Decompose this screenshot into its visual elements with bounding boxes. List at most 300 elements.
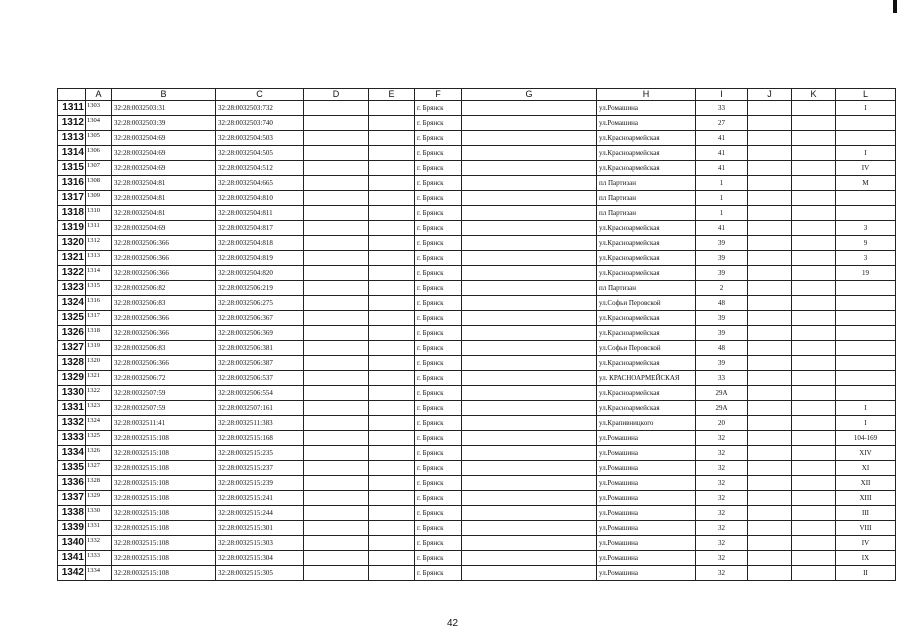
cell-h: ул.Ромашина [597, 491, 696, 506]
cell-g [462, 116, 597, 131]
cell-j [748, 446, 792, 461]
cell-e [369, 221, 415, 236]
cell-a: 1318 [86, 326, 112, 341]
table-row [58, 131, 896, 146]
cell-e [369, 566, 415, 581]
cell-a: 1326 [86, 446, 112, 461]
cell-e [369, 116, 415, 131]
cell-g [462, 431, 597, 446]
row-number: 1322 [58, 266, 86, 281]
cell-l [836, 326, 896, 341]
row-number: 1332 [58, 416, 86, 431]
column-header-row [58, 89, 896, 101]
cell-k [792, 461, 836, 476]
column-header: H [597, 89, 696, 101]
cell-d [304, 356, 369, 371]
cell-g [462, 281, 597, 296]
cell-b: 32:28:0032506:83 [112, 341, 216, 356]
table-row [58, 491, 896, 506]
cell-h: ул.Красноармейская [597, 311, 696, 326]
table-row [58, 446, 896, 461]
cell-d [304, 281, 369, 296]
cell-f: г. Брянск [415, 221, 462, 236]
table-row [58, 386, 896, 401]
cell-j [748, 101, 792, 116]
cell-g [462, 416, 597, 431]
cell-e [369, 326, 415, 341]
cell-g [462, 101, 597, 116]
cell-i: 1 [696, 176, 748, 191]
row-number: 1342 [58, 566, 86, 581]
cell-e [369, 191, 415, 206]
cell-e [369, 401, 415, 416]
cell-c: 32:28:0032507:161 [216, 401, 304, 416]
column-header: I [696, 89, 748, 101]
cell-c: 32:28:0032506:387 [216, 356, 304, 371]
corner-cell [58, 89, 86, 101]
cell-c: 32:28:0032515:237 [216, 461, 304, 476]
cell-c: 32:28:0032504:818 [216, 236, 304, 251]
table-body [58, 101, 896, 581]
cell-f: г. Брянск [415, 206, 462, 221]
cell-f: г. Брянск [415, 371, 462, 386]
cell-d [304, 566, 369, 581]
column-header: A [86, 89, 112, 101]
cell-a: 1333 [86, 551, 112, 566]
cell-h: ул.Красноармейская [597, 356, 696, 371]
cell-j [748, 161, 792, 176]
cell-a: 1323 [86, 401, 112, 416]
cell-b: 32:28:0032504:81 [112, 206, 216, 221]
cell-d [304, 506, 369, 521]
cell-b: 32:28:0032506:366 [112, 251, 216, 266]
cell-j [748, 146, 792, 161]
cell-c: 32:28:0032515:301 [216, 521, 304, 536]
cell-k [792, 476, 836, 491]
table-row [58, 206, 896, 221]
cell-l: IX [836, 551, 896, 566]
cell-j [748, 326, 792, 341]
cell-j [748, 551, 792, 566]
cell-k [792, 326, 836, 341]
cell-e [369, 296, 415, 311]
cell-i: 32 [696, 446, 748, 461]
cell-k [792, 191, 836, 206]
cell-j [748, 476, 792, 491]
row-number: 1314 [58, 146, 86, 161]
cell-b: 32:28:0032503:31 [112, 101, 216, 116]
cell-k [792, 206, 836, 221]
cell-i: 32 [696, 536, 748, 551]
cell-h: ул.Ромашина [597, 101, 696, 116]
cell-j [748, 416, 792, 431]
cell-l: М [836, 176, 896, 191]
cell-h: ул.Софьи Перовской [597, 296, 696, 311]
cell-k [792, 236, 836, 251]
cell-b: 32:28:0032511:41 [112, 416, 216, 431]
column-header: D [304, 89, 369, 101]
cell-a: 1314 [86, 266, 112, 281]
cell-l [836, 281, 896, 296]
table-row [58, 326, 896, 341]
cell-i: 48 [696, 341, 748, 356]
cell-f: г. Брянск [415, 566, 462, 581]
cell-c: 32:28:0032504:810 [216, 191, 304, 206]
cell-i: 29А [696, 401, 748, 416]
cell-l: 104-169 [836, 431, 896, 446]
cell-c: 32:28:0032515:244 [216, 506, 304, 521]
cell-d [304, 101, 369, 116]
cell-a: 1315 [86, 281, 112, 296]
cell-d [304, 476, 369, 491]
cell-g [462, 386, 597, 401]
cell-d [304, 326, 369, 341]
row-number: 1311 [58, 101, 86, 116]
cell-c: 32:28:0032506:554 [216, 386, 304, 401]
cell-f: г. Брянск [415, 191, 462, 206]
cell-a: 1322 [86, 386, 112, 401]
cell-i: 29А [696, 386, 748, 401]
cell-g [462, 491, 597, 506]
row-number: 1334 [58, 446, 86, 461]
cell-l [836, 371, 896, 386]
cell-c: 32:28:0032506:219 [216, 281, 304, 296]
cell-f: г. Брянск [415, 446, 462, 461]
cell-k [792, 146, 836, 161]
cell-h: ул.Ромашина [597, 476, 696, 491]
cell-j [748, 521, 792, 536]
cell-c: 32:28:0032506:367 [216, 311, 304, 326]
row-number: 1323 [58, 281, 86, 296]
cell-l: XIII [836, 491, 896, 506]
cell-g [462, 161, 597, 176]
cell-l [836, 341, 896, 356]
row-number: 1331 [58, 401, 86, 416]
cell-j [748, 431, 792, 446]
cell-f: г. Брянск [415, 236, 462, 251]
row-number: 1329 [58, 371, 86, 386]
cell-l: I [836, 101, 896, 116]
cell-f: г. Брянск [415, 296, 462, 311]
cell-d [304, 311, 369, 326]
cell-g [462, 146, 597, 161]
cell-e [369, 416, 415, 431]
row-number: 1320 [58, 236, 86, 251]
column-header: J [748, 89, 792, 101]
cell-e [369, 176, 415, 191]
cell-k [792, 251, 836, 266]
cell-h: ул.Красноармейская [597, 131, 696, 146]
cell-c: 32:28:0032515:304 [216, 551, 304, 566]
cell-k [792, 536, 836, 551]
column-header: G [462, 89, 597, 101]
cell-i: 27 [696, 116, 748, 131]
table-row [58, 146, 896, 161]
cell-a: 1308 [86, 176, 112, 191]
cell-b: 32:28:0032506:72 [112, 371, 216, 386]
cell-b: 32:28:0032504:69 [112, 146, 216, 161]
cell-g [462, 506, 597, 521]
cell-e [369, 461, 415, 476]
table-row [58, 176, 896, 191]
cell-d [304, 251, 369, 266]
cell-h: пл Партизан [597, 281, 696, 296]
cell-h: ул.Ромашина [597, 446, 696, 461]
cell-h: ул.Ромашина [597, 431, 696, 446]
cell-a: 1329 [86, 491, 112, 506]
cell-f: г. Брянск [415, 431, 462, 446]
cell-a: 1310 [86, 206, 112, 221]
cell-b: 32:28:0032515:108 [112, 476, 216, 491]
cell-j [748, 281, 792, 296]
cell-i: 39 [696, 356, 748, 371]
cell-k [792, 281, 836, 296]
cell-d [304, 491, 369, 506]
cell-j [748, 296, 792, 311]
column-header: L [836, 89, 896, 101]
cell-g [462, 356, 597, 371]
cell-f: г. Брянск [415, 491, 462, 506]
cell-l [836, 191, 896, 206]
cell-f: г. Брянск [415, 521, 462, 536]
cell-j [748, 116, 792, 131]
cell-g [462, 551, 597, 566]
cell-a: 1332 [86, 536, 112, 551]
table-row [58, 101, 896, 116]
cell-b: 32:28:0032515:108 [112, 566, 216, 581]
row-number: 1324 [58, 296, 86, 311]
row-number: 1326 [58, 326, 86, 341]
cell-h: ул.Красноармейская [597, 161, 696, 176]
cell-d [304, 386, 369, 401]
cell-a: 1303 [86, 101, 112, 116]
table-row [58, 371, 896, 386]
cell-h: ул. КРАСНОАРМЕЙСКАЯ [597, 371, 696, 386]
row-number: 1313 [58, 131, 86, 146]
row-number: 1328 [58, 356, 86, 371]
cell-j [748, 191, 792, 206]
column-header: C [216, 89, 304, 101]
table-row [58, 461, 896, 476]
cell-d [304, 296, 369, 311]
cell-b: 32:28:0032504:81 [112, 176, 216, 191]
table-row [58, 281, 896, 296]
cell-j [748, 491, 792, 506]
cell-g [462, 566, 597, 581]
cell-k [792, 446, 836, 461]
cell-i: 39 [696, 326, 748, 341]
cell-e [369, 251, 415, 266]
cell-a: 1313 [86, 251, 112, 266]
cell-i: 32 [696, 461, 748, 476]
cell-j [748, 371, 792, 386]
cell-i: 33 [696, 101, 748, 116]
cell-i: 32 [696, 431, 748, 446]
table-row [58, 236, 896, 251]
spreadsheet-table [57, 88, 896, 581]
cell-h: ул.Ромашина [597, 116, 696, 131]
row-number: 1337 [58, 491, 86, 506]
cell-a: 1311 [86, 221, 112, 236]
cell-l: VIII [836, 521, 896, 536]
cell-l: 3 [836, 221, 896, 236]
cell-h: ул.Красноармейская [597, 386, 696, 401]
cell-h: пл Партизан [597, 176, 696, 191]
cell-k [792, 161, 836, 176]
cell-b: 32:28:0032515:108 [112, 551, 216, 566]
cell-c: 32:28:0032515:303 [216, 536, 304, 551]
cell-h: ул.Ромашина [597, 566, 696, 581]
cell-f: г. Брянск [415, 461, 462, 476]
cell-f: г. Брянск [415, 311, 462, 326]
cell-l: XII [836, 476, 896, 491]
cell-e [369, 536, 415, 551]
cell-l: XI [836, 461, 896, 476]
cell-k [792, 401, 836, 416]
cell-i: 41 [696, 146, 748, 161]
cell-g [462, 461, 597, 476]
cell-e [369, 161, 415, 176]
cell-e [369, 266, 415, 281]
row-number: 1339 [58, 521, 86, 536]
cell-d [304, 446, 369, 461]
cell-g [462, 536, 597, 551]
cell-a: 1330 [86, 506, 112, 521]
cell-k [792, 221, 836, 236]
cell-a: 1305 [86, 131, 112, 146]
table-row [58, 401, 896, 416]
cell-f: г. Брянск [415, 341, 462, 356]
row-number: 1330 [58, 386, 86, 401]
cell-a: 1325 [86, 431, 112, 446]
cell-d [304, 521, 369, 536]
cell-h: ул.Красноармейская [597, 146, 696, 161]
cell-l [836, 356, 896, 371]
table-row [58, 356, 896, 371]
cell-b: 32:28:0032506:366 [112, 356, 216, 371]
cell-l: I [836, 401, 896, 416]
cell-h: ул.Красноармейская [597, 401, 696, 416]
table-row [58, 521, 896, 536]
cell-e [369, 446, 415, 461]
cell-c: 32:28:0032504:665 [216, 176, 304, 191]
cell-g [462, 401, 597, 416]
cell-d [304, 266, 369, 281]
cell-k [792, 551, 836, 566]
cell-j [748, 266, 792, 281]
cell-i: 32 [696, 521, 748, 536]
cell-f: г. Брянск [415, 161, 462, 176]
cell-c: 32:28:0032515:239 [216, 476, 304, 491]
cell-g [462, 521, 597, 536]
cell-l: 3 [836, 251, 896, 266]
cell-e [369, 206, 415, 221]
cell-j [748, 356, 792, 371]
cell-f: г. Брянск [415, 401, 462, 416]
cell-i: 39 [696, 311, 748, 326]
cell-b: 32:28:0032504:81 [112, 191, 216, 206]
cell-c: 32:28:0032515:168 [216, 431, 304, 446]
cell-d [304, 161, 369, 176]
cell-e [369, 521, 415, 536]
cell-j [748, 221, 792, 236]
cell-l: I [836, 416, 896, 431]
cell-f: г. Брянск [415, 146, 462, 161]
cell-j [748, 386, 792, 401]
cell-g [462, 341, 597, 356]
cell-e [369, 371, 415, 386]
cell-e [369, 506, 415, 521]
column-header: K [792, 89, 836, 101]
cell-j [748, 176, 792, 191]
table-row [58, 251, 896, 266]
cell-c: 32:28:0032504:505 [216, 146, 304, 161]
table-row [58, 551, 896, 566]
column-header: F [415, 89, 462, 101]
table-row [58, 566, 896, 581]
table-row [58, 416, 896, 431]
cell-a: 1319 [86, 341, 112, 356]
cell-a: 1320 [86, 356, 112, 371]
cell-l [836, 131, 896, 146]
cell-i: 39 [696, 251, 748, 266]
cell-e [369, 341, 415, 356]
cell-k [792, 131, 836, 146]
cell-b: 32:28:0032515:108 [112, 446, 216, 461]
row-number: 1340 [58, 536, 86, 551]
cell-c: 32:28:0032506:381 [216, 341, 304, 356]
cell-k [792, 176, 836, 191]
column-header: E [369, 89, 415, 101]
cell-b: 32:28:0032506:366 [112, 236, 216, 251]
cell-d [304, 431, 369, 446]
cell-g [462, 191, 597, 206]
cell-d [304, 536, 369, 551]
cell-h: ул.Красноармейская [597, 221, 696, 236]
cell-b: 32:28:0032507:59 [112, 401, 216, 416]
cell-k [792, 101, 836, 116]
cell-b: 32:28:0032515:108 [112, 506, 216, 521]
cell-d [304, 236, 369, 251]
cell-b: 32:28:0032506:82 [112, 281, 216, 296]
cell-d [304, 371, 369, 386]
cell-l: XIV [836, 446, 896, 461]
row-number: 1341 [58, 551, 86, 566]
cell-i: 32 [696, 491, 748, 506]
cell-i: 41 [696, 131, 748, 146]
table-row [58, 341, 896, 356]
cell-i: 48 [696, 296, 748, 311]
cell-k [792, 566, 836, 581]
cell-i: 33 [696, 371, 748, 386]
cell-c: 32:28:0032515:241 [216, 491, 304, 506]
cell-f: г. Брянск [415, 476, 462, 491]
cell-b: 32:28:0032506:366 [112, 311, 216, 326]
cell-j [748, 311, 792, 326]
row-number: 1325 [58, 311, 86, 326]
cell-b: 32:28:0032515:108 [112, 536, 216, 551]
cell-k [792, 491, 836, 506]
table-row [58, 296, 896, 311]
cell-b: 32:28:0032504:69 [112, 161, 216, 176]
cell-g [462, 251, 597, 266]
row-number: 1315 [58, 161, 86, 176]
cell-g [462, 221, 597, 236]
cell-f: г. Брянск [415, 131, 462, 146]
cell-f: г. Брянск [415, 386, 462, 401]
cell-a: 1328 [86, 476, 112, 491]
cell-h: ул.Софьи Перовской [597, 341, 696, 356]
